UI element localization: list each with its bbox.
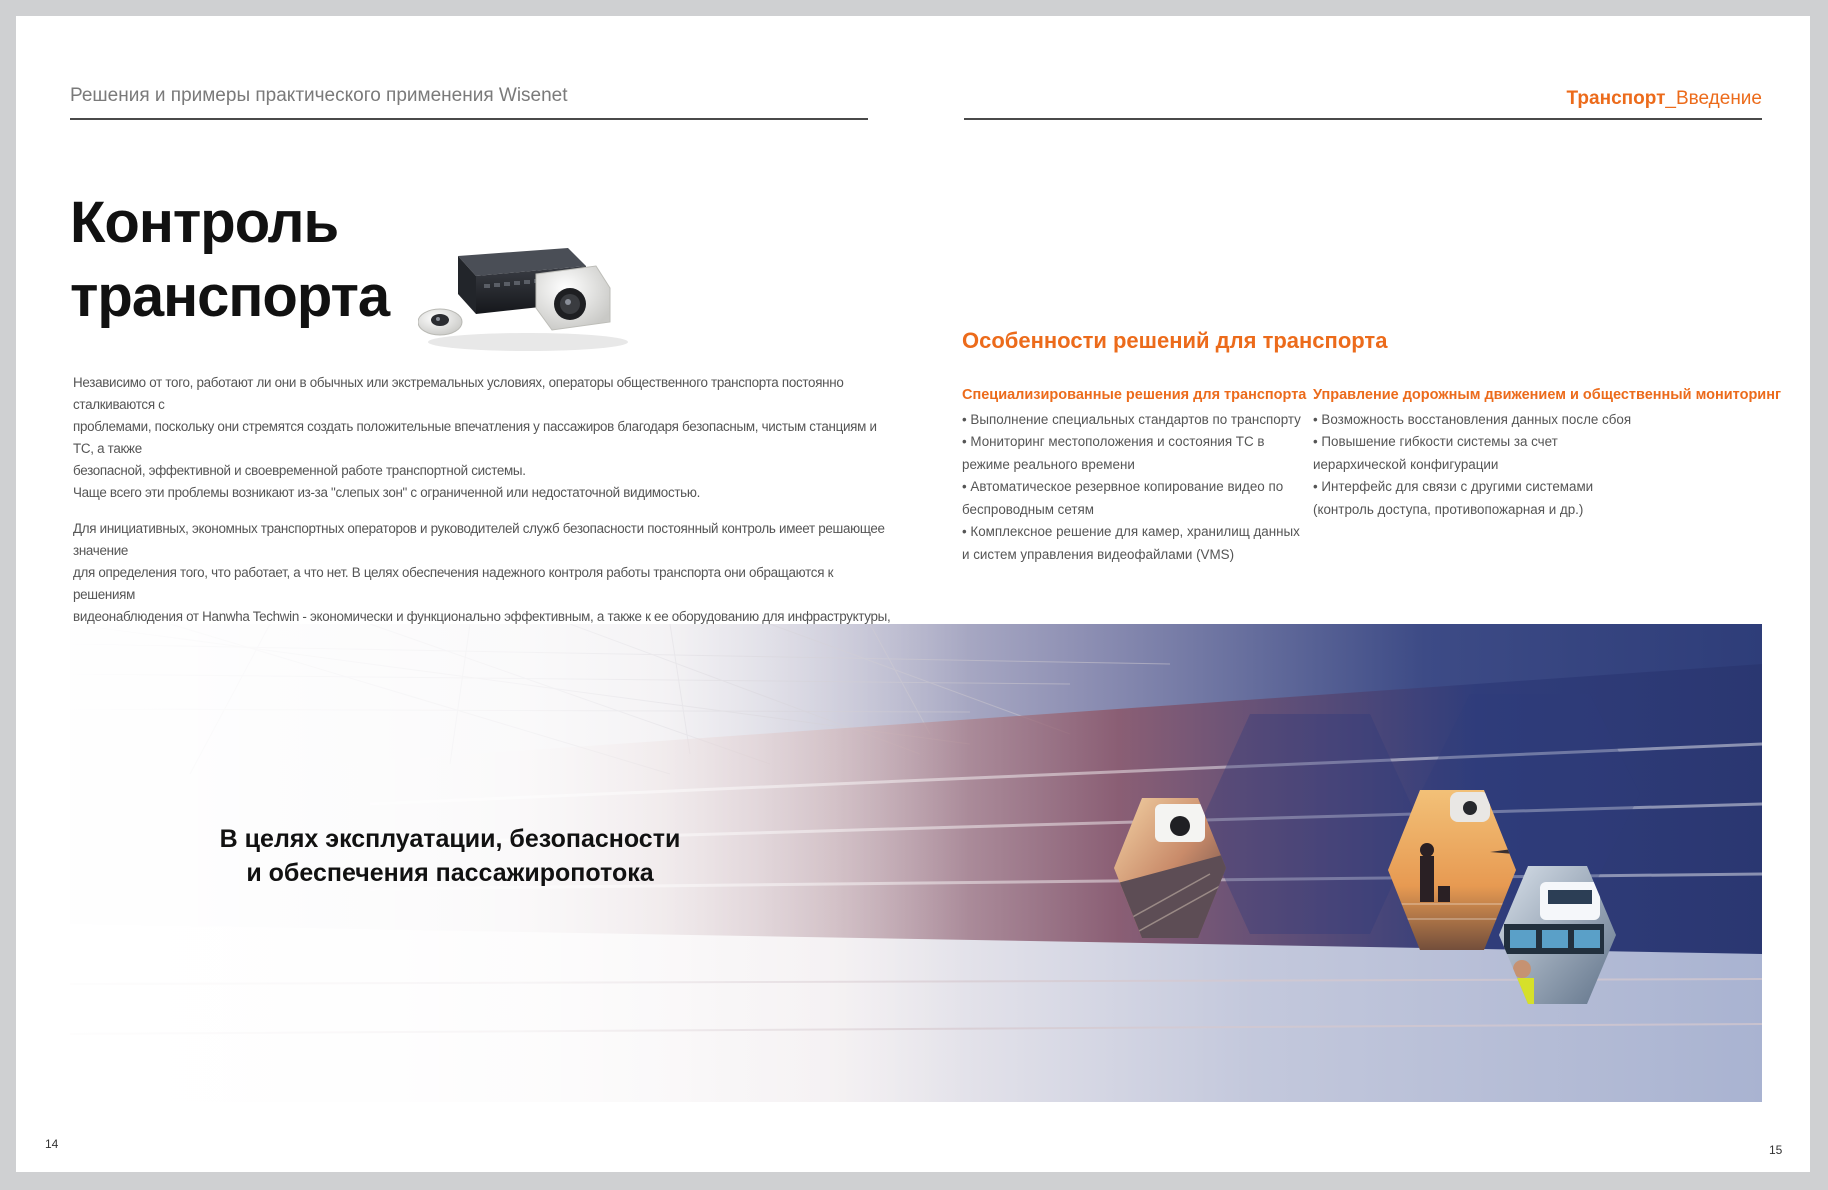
features-column-1-list bbox=[962, 409, 1302, 567]
brochure-spread bbox=[16, 16, 1810, 1172]
list-item: • Выполнение специальных стандартов по транспорту bbox=[962, 411, 1301, 427]
list-item: • Повышение гибкости системы за счет иерархической конфигурации bbox=[1313, 434, 1558, 472]
left-page-header bbox=[70, 70, 868, 120]
section-label bbox=[1567, 88, 1762, 110]
banner-tagline-line2: и обеспечения пассажиропотока bbox=[246, 859, 654, 887]
page-number-right: 15 bbox=[1769, 1143, 1783, 1157]
list-item: • Интерфейс для связи с другими системами (контроль доступа, противопожарная и др.) bbox=[1313, 479, 1594, 517]
intro-paragraph-2: Для инициативных, экономных транспортных операторов и руководителей служб безопасности постоянный контроль имеет решающее значение для определения того, что работает, а что нет. В целях обеспечения надежного контроля работы транспорта они обращаются к решениям видеонаблюдения от Hanwha Techwin - экономически и функционально эффективным, а также к ее оборудованию для инфраструктуры, bbox=[73, 521, 891, 624]
page-number-left: 14 bbox=[45, 1137, 59, 1151]
publication-title: Решения и примеры практического применения Wisenet bbox=[70, 85, 568, 106]
list-item: • Комплексное решение для камер, хранилищ данных и систем управления видеофайлами (VMS) bbox=[962, 524, 1300, 562]
page-title-line1: Контроль bbox=[70, 190, 339, 255]
intro-paragraph-1: Независимо от того, работают ли они в обычных или экстремальных условиях, операторы общественного транспорта постоянно сталкиваются с проблемами, поскольку они стремятся создать положительные впечатления у пассажиров благодаря безопасным, чистым станциям и ТС, а также безопасной, эффективной и своевременной работе транспортной системы. Чаще всего эти проблемы возникают из-за "слепых зон" с ограниченной или недостаточной видимостью. bbox=[73, 375, 877, 500]
transport-banner bbox=[70, 624, 1762, 1102]
banner-tagline bbox=[70, 822, 830, 890]
section-label-bold: Транспорт bbox=[1566, 88, 1666, 109]
product-devices-image bbox=[418, 244, 638, 354]
section-label-rest: _Введение bbox=[1665, 88, 1762, 109]
right-page-header bbox=[964, 70, 1762, 120]
page-title bbox=[70, 186, 389, 334]
features-column-1 bbox=[962, 384, 1307, 566]
features-column-2 bbox=[1313, 384, 1782, 521]
features-title: Особенности решений для транспорта bbox=[962, 328, 1388, 353]
list-item: • Возможность восстановления данных после сбоя bbox=[1313, 411, 1632, 427]
page-title-line2: транспорта bbox=[70, 264, 390, 329]
features-column-2-list bbox=[1313, 409, 1643, 522]
features-column-2-heading: Управление дорожным движением и общественный мониторинг bbox=[1313, 387, 1782, 403]
features-column-1-heading: Специализированные решения для транспорта bbox=[962, 387, 1307, 403]
list-item: • Мониторинг местоположения и состояния ТС в режиме реального времени bbox=[962, 434, 1265, 472]
banner-tagline-line1: В целях эксплуатации, безопасности bbox=[219, 825, 681, 853]
list-item: • Автоматическое резервное копирование видео по беспроводным сетям bbox=[962, 479, 1284, 517]
